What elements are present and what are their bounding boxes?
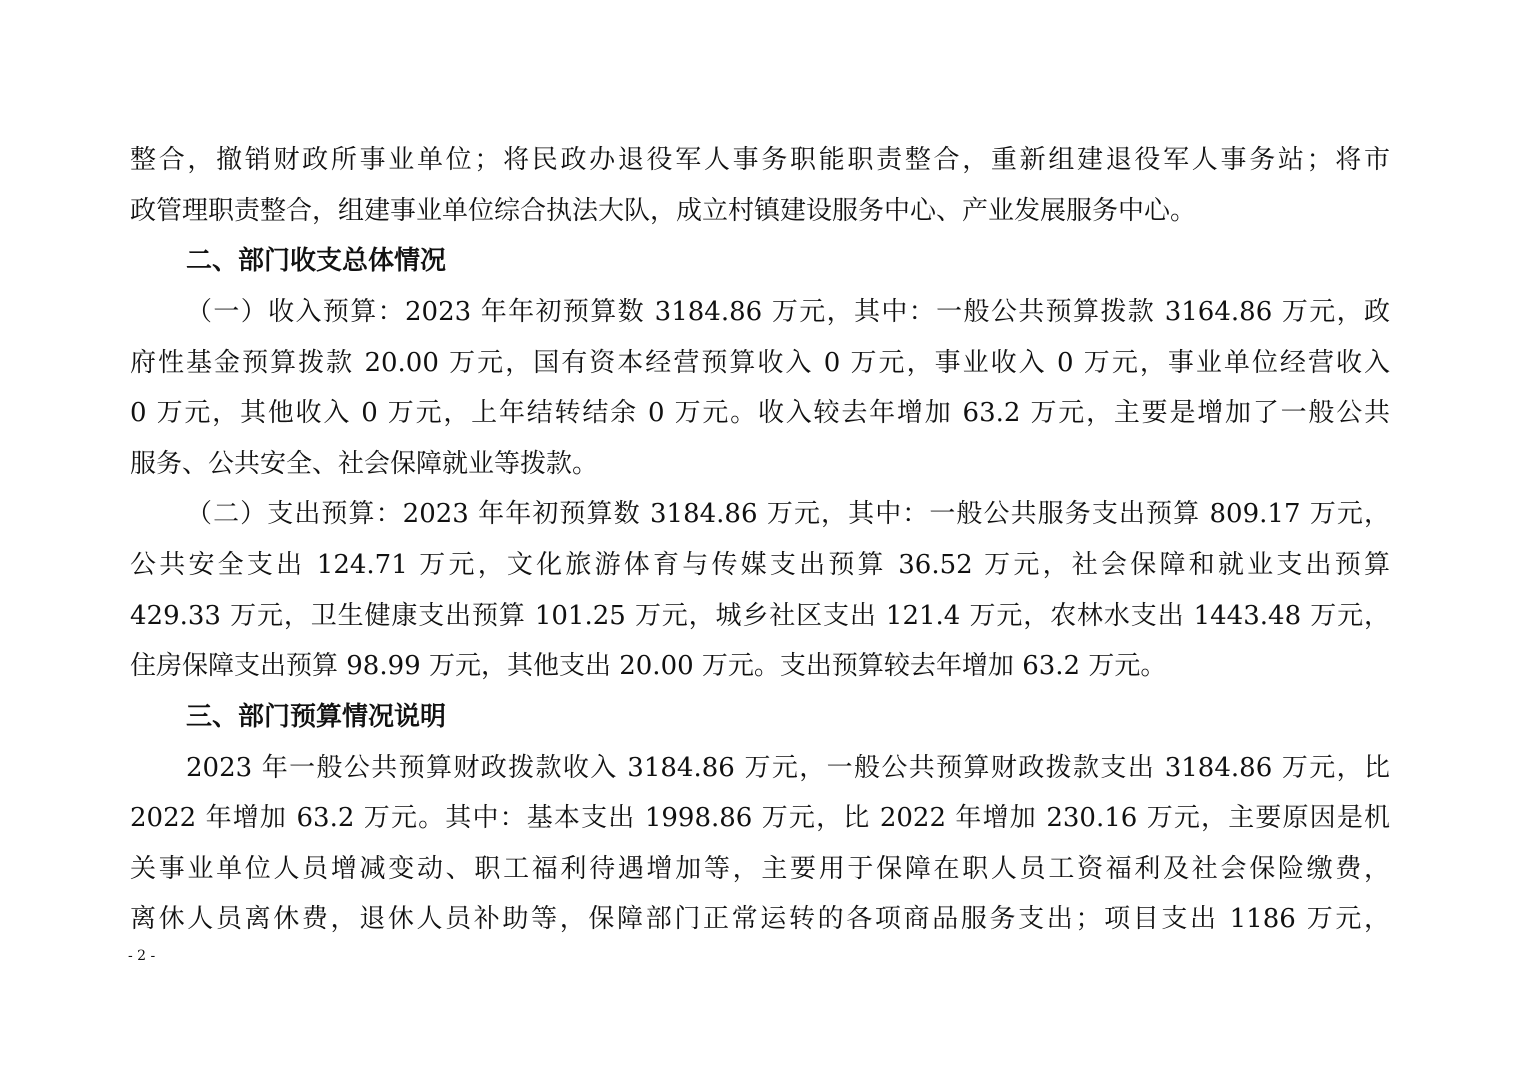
paragraph-line: 府性基金预算拨款 20.00 万元，国有资本经营预算收入 0 万元，事业收入 0 万元，事业单位经营收入 (130, 348, 1390, 378)
paragraph-line: 公共安全支出 124.71 万元，文化旅游体育与传媒支出预算 36.52 万元，社会保障和就业支出预算 (130, 550, 1390, 580)
page-number: - 2 - (128, 948, 156, 964)
section-heading: 三、部门预算情况说明 (186, 702, 447, 732)
paragraph-line: 离休人员离休费，退休人员补助等，保障部门正常运转的各项商品服务支出；项目支出 1186 万元， (130, 904, 1390, 934)
paragraph-line: 政管理职责整合，组建事业单位综合执法大队，成立村镇建设服务中心、产业发展服务中心。 (130, 196, 1197, 226)
paragraph-line: 服务、公共安全、社会保障就业等拨款。 (130, 449, 599, 479)
paragraph-line: （一）收入预算：2023 年年初预算数 3184.86 万元，其中：一般公共预算拨款 3164.86 万元，政 (186, 297, 1390, 327)
paragraph-line: （二）支出预算：2023 年年初预算数 3184.86 万元，其中：一般公共服务支出预算 809.17 万元， (186, 499, 1390, 529)
paragraph-line: 429.33 万元，卫生健康支出预算 101.25 万元，城乡社区支出 121.4 万元，农林水支出 1443.48 万元， (130, 601, 1390, 631)
paragraph-line: 整合，撤销财政所事业单位；将民政办退役军人事务职能职责整合，重新组建退役军人事务站；将市 (130, 145, 1390, 175)
paragraph-line: 2023 年一般公共预算财政拨款收入 3184.86 万元，一般公共预算财政拨款支出 3184.86 万元，比 (186, 753, 1390, 783)
paragraph-line: 2022 年增加 63.2 万元。其中：基本支出 1998.86 万元，比 2022 年增加 230.16 万元，主要原因是机 (130, 803, 1390, 833)
paragraph-line: 关事业单位人员增减变动、职工福利待遇增加等，主要用于保障在职人员工资福利及社会保险缴费， (130, 854, 1390, 884)
paragraph-line: 住房保障支出预算 98.99 万元，其他支出 20.00 万元。支出预算较去年增加 63.2 万元。 (130, 651, 1167, 681)
paragraph-line: 0 万元，其他收入 0 万元，上年结转结余 0 万元。收入较去年增加 63.2 万元，主要是增加了一般公共 (130, 398, 1390, 428)
section-heading: 二、部门收支总体情况 (186, 246, 447, 276)
